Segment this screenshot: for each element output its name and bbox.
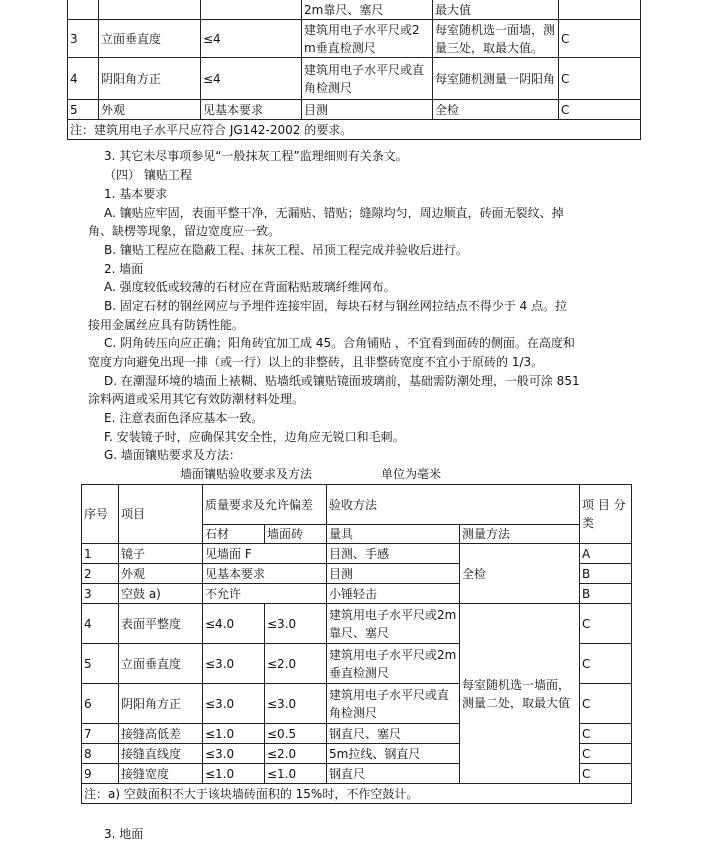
column-header: 项 目 分类 <box>580 485 632 544</box>
table-caption: 墙面镶贴验收要求及方法 <box>180 467 313 481</box>
table-note-row <box>68 120 641 140</box>
table-header-row <box>82 485 632 525</box>
column-header: 测量方法 <box>460 525 580 544</box>
table-row: 4 表面平整度 ≤4.0 ≤3.0 建筑用电子水平尺或2m靠尺、塞尺 每室随机选一墙面，测量二处，取最大值 C <box>82 604 632 644</box>
table-row: 8 接缝直线度 ≤3.0 ≤2.0 5m拉线、钢直尺 C <box>82 744 632 764</box>
paragraph: C. 阴角砖压向应正确；阳角砖宜加工成 45。合角铺贴 ，不宜看到面砖的侧面。在高度和 <box>104 336 575 350</box>
paragraph: A. 镶贴应牢固，表面平整干净，无漏贴、错贴；缝隙均匀，周边顺直，砖面无裂纹、掉 <box>104 206 564 220</box>
paragraph: 接用金属丝应具有防锈性能。 <box>88 318 245 332</box>
acceptance-table-tiling <box>81 484 632 804</box>
table-row: 6 阴阳角方正 ≤3.0 ≤3.0 建筑用电子水平尺或直角检测尺 C <box>82 684 632 724</box>
table-row: 5 外观 见基本要求 目测 全检 C <box>68 100 641 120</box>
column-header: 量具 <box>327 525 460 544</box>
table-note: 注：a) 空鼓面积不大于该块墙砖面积的 15%时，不作空鼓计。 <box>82 784 632 804</box>
table-unit: 单位为毫米 <box>381 467 442 481</box>
subsection-heading: 2. 墙面 <box>104 262 144 276</box>
table-row: 2 外观 见基本要求 目测 B <box>82 564 632 584</box>
column-header: 质量要求及允许偏差 <box>203 485 327 525</box>
table-row: 7 接缝高低差 ≤1.0 ≤0.5 钢直尺、塞尺 C <box>82 724 632 744</box>
subsection-heading: 3. 地面 <box>104 827 144 841</box>
subsection-heading: 1. 基本要求 <box>104 187 168 201</box>
column-header: 墙面砖 <box>265 525 327 544</box>
column-header: 验收方法 <box>327 485 580 525</box>
table-row: 4 阴阳角方正 ≤4 建筑用电子水平尺或直角检测尺 每室随机测量一阴阳角 C <box>68 58 641 100</box>
paragraph: 角、缺楞等现象，留边宽度应一致。 <box>88 224 281 238</box>
paragraph: 3. 其它未尽事项参见“一般抹灰工程”监理细则有关条文。 <box>104 149 408 163</box>
column-header: 石材 <box>203 525 265 544</box>
paragraph: E. 注意表面色泽应基本一致。 <box>104 411 264 425</box>
paragraph: A. 强度较低或较薄的石材应在背面粘贴玻璃纤维网布。 <box>104 280 396 294</box>
acceptance-table-plaster <box>67 0 641 140</box>
paragraph: B. 镶贴工程应在隐蔽工程、抹灰工程、吊顶工程完成并验收后进行。 <box>104 243 468 257</box>
paragraph: B. 固定石材的钢丝网应与予埋件连接牢固，每块石材与钢丝网拉结点不得少于 4 点。拉 <box>104 299 568 313</box>
table-note: 注：建筑用电子水平尺应符合 JG142-2002 的要求。 <box>68 120 641 140</box>
table-row: 9 接缝宽度 ≤1.0 ≤1.0 钢直尺 C <box>82 764 632 784</box>
table-row: 1 镜子 见墙面 F 目测、手感 全检 A <box>82 544 632 564</box>
column-header: 序号 <box>82 485 119 544</box>
paragraph: D. 在潮湿环境的墙面上裱糊、贴墙纸或镶贴镜面玻璃前，基础需防潮处理，一般可涂 851 <box>104 374 580 388</box>
paragraph: F. 安装镜子时，应确保其安全性，边角应无锐口和毛刺。 <box>104 430 405 444</box>
table-row: 5 立面垂直度 ≤3.0 ≤2.0 建筑用电子水平尺或2m垂直检测尺 C <box>82 644 632 684</box>
table-row: 2m靠尺、塞尺 最大值 <box>68 0 641 20</box>
measure-method-random: 每室随机选一墙面，测量二处，取最大值 <box>460 604 580 784</box>
paragraph: 涂料两道或采用其它有效防潮材料处理。 <box>88 392 305 406</box>
section-heading: （四） 镶贴工程 <box>104 168 192 182</box>
table-row: 3 空鼓 a) 不允许 小锤轻击 B <box>82 584 632 604</box>
table-row: 3 立面垂直度 ≤4 建筑用电子水平尺或2m垂直检测尺 每室随机选一面墙，测量三处，取最大值。 C <box>68 20 641 58</box>
column-header: 项目 <box>119 485 203 544</box>
paragraph: G. 墙面镶贴要求及方法： <box>104 448 241 462</box>
paragraph: 宽度方向避免出现一排（或一行）以上的非整砖，且非整砖宽度不宜小于原砖的 1/3。 <box>88 355 544 369</box>
measure-method-full: 全检 <box>460 544 580 604</box>
table-note-row <box>82 784 632 804</box>
